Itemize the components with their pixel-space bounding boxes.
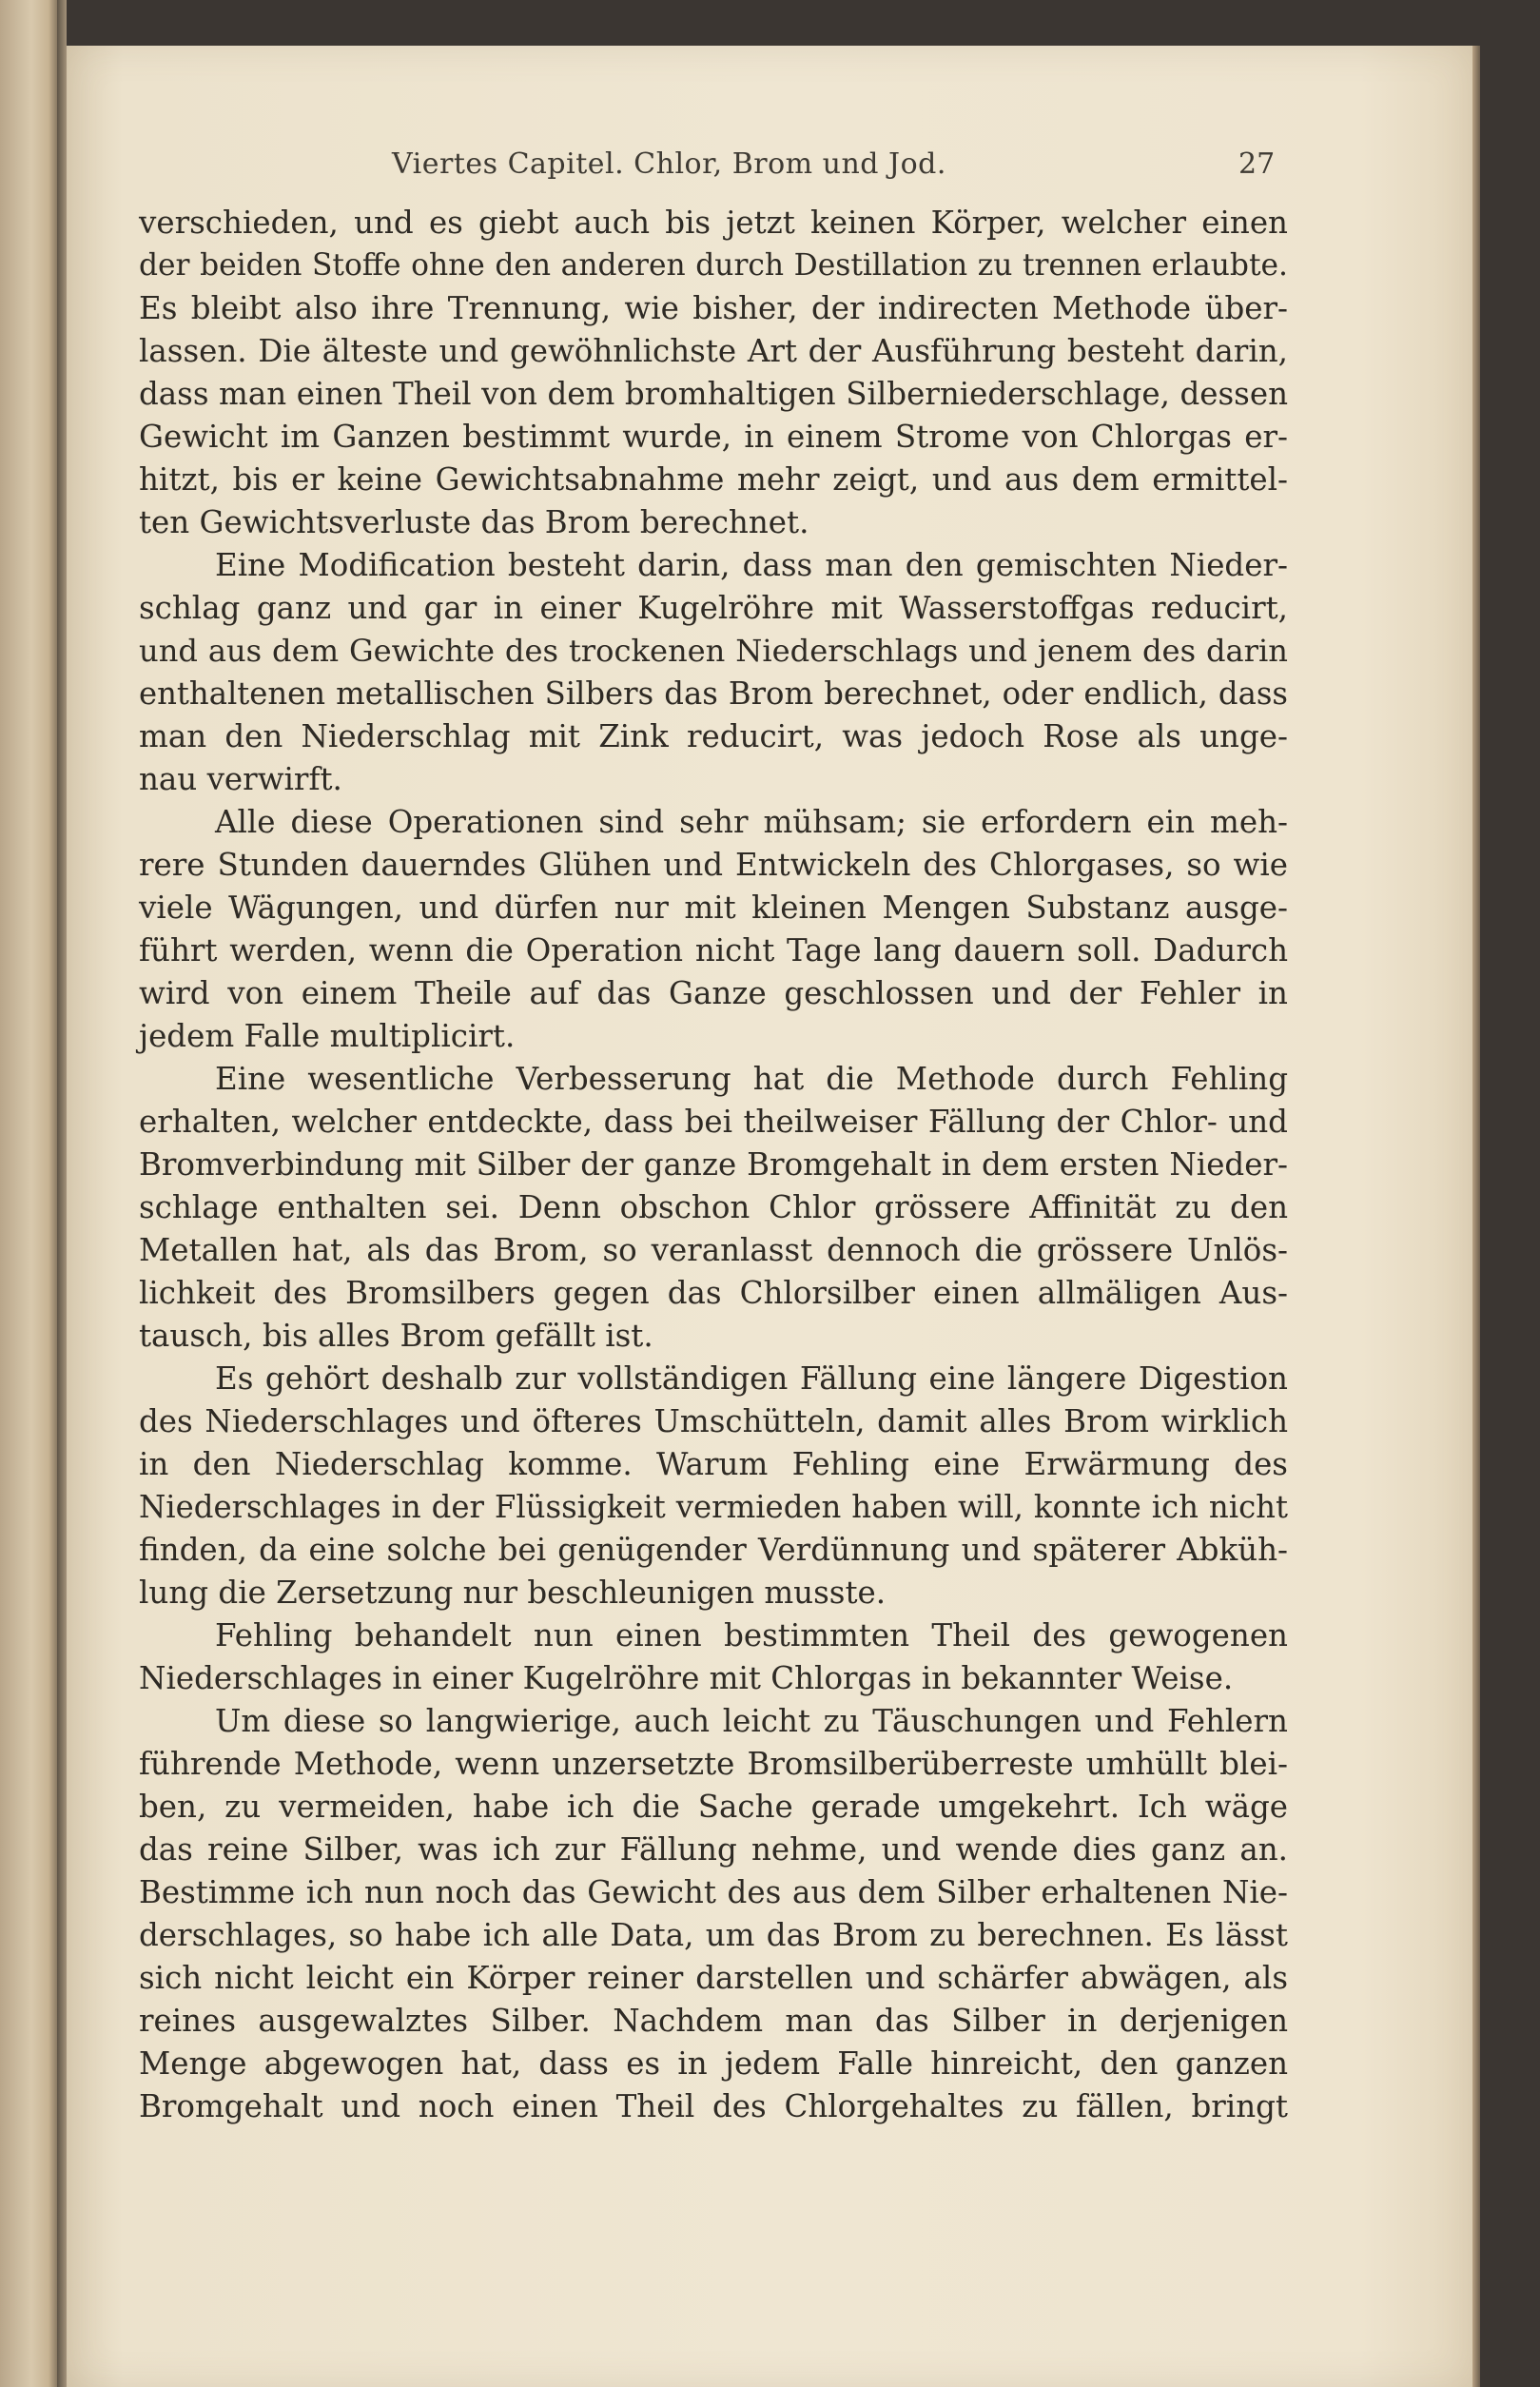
text-line: man den Niederschlag mit Zink reducirt, was jedoch Rose als unge- [139, 718, 1288, 754]
text-line: Bestimme ich nun noch das Gewicht des aus dem Silber erhaltenen Nie- [139, 1874, 1288, 1910]
text-line: reines ausgewalztes Silber. Nachdem man das Silber in derjenigen [139, 2003, 1288, 2039]
text-line: Menge abgewogen hat, dass es in jedem Falle hinreicht, den ganzen [139, 2045, 1288, 2082]
text-line: des Niederschlages und öfteres Umschütteln, damit alles Brom wirklich [139, 1403, 1288, 1439]
text-line: tausch, bis alles Brom gefällt ist. [139, 1318, 653, 1354]
text-line: lung die Zersetzung nur beschleunigen musste. [139, 1575, 887, 1611]
text-line: schlag ganz und gar in einer Kugelröhre mit Wasserstoffgas reducirt, [139, 590, 1288, 626]
text-line: Eine wesentliche Verbesserung hat die Methode durch Fehling [215, 1061, 1288, 1097]
page-number: 27 [1238, 147, 1276, 181]
text-line: viele Wägungen, und dürfen nur mit kleinen Mengen Substanz ausge- [139, 890, 1288, 926]
text-line: Fehling behandelt nun einen bestimmten Theil des gewogenen [215, 1617, 1288, 1653]
text-line: in den Niederschlag komme. Warum Fehling eine Erwärmung des [139, 1446, 1288, 1482]
text-line: führende Methode, wenn unzersetzte Bromsilberüberreste umhüllt blei- [139, 1746, 1288, 1782]
text-line: derschlages, so habe ich alle Data, um das Brom zu berechnen. Es lässt [139, 1917, 1288, 1953]
text-line: rere Stunden dauerndes Glühen und Entwickeln des Chlorgases, so wie [139, 847, 1288, 883]
body-text [139, 202, 1288, 2128]
text-line: Bromverbindung mit Silber der ganze Bromgehalt in dem ersten Nieder- [139, 1146, 1288, 1183]
text-line: Niederschlages in der Flüssigkeit vermieden haben will, konnte ich nicht [139, 1489, 1288, 1525]
text-line: lichkeit des Bromsilbers gegen das Chlorsilber einen allmäligen Aus- [139, 1275, 1288, 1311]
text-line: lassen. Die älteste und gewöhnlichste Art der Ausführung besteht darin, [139, 333, 1288, 369]
text-line: verschieden, und es giebt auch bis jetzt keinen Körper, welcher einen [139, 205, 1288, 241]
text-line: Gewicht im Ganzen bestimmt wurde, in einem Strome von Chlorgas er- [139, 419, 1288, 455]
text-line: Metallen hat, als das Brom, so veranlasst dennoch die grössere Unlös- [139, 1232, 1288, 1268]
text-line: schlage enthalten sei. Denn obschon Chlor grössere Affinität zu den [139, 1189, 1288, 1225]
page-edge-shadow [1472, 46, 1480, 2387]
text-line: Eine Modification besteht darin, dass man den gemischten Nieder- [215, 547, 1288, 583]
text-line: Bromgehalt und noch einen Theil des Chlorgehaltes zu fällen, bringt [139, 2088, 1288, 2124]
book-gutter [57, 0, 67, 2387]
text-line: sich nicht leicht ein Körper reiner darstellen und schärfer abwägen, als [139, 1960, 1288, 1996]
text-line: dass man einen Theil von dem bromhaltigen Silberniederschlage, dessen [139, 376, 1288, 412]
text-line: Es gehört deshalb zur vollständigen Fällung eine längere Digestion [215, 1360, 1288, 1397]
text-line: Niederschlages in einer Kugelröhre mit Chlorgas in bekannter Weise. [139, 1660, 1234, 1696]
text-line: Um diese so langwierige, auch leicht zu Täuschungen und Fehlern [215, 1703, 1288, 1739]
text-line: finden, da eine solche bei genügender Verdünnung und späterer Abküh- [139, 1532, 1288, 1568]
text-line: jedem Falle multiplicirt. [139, 1018, 516, 1054]
text-line: der beiden Stoffe ohne den anderen durch Destillation zu trennen erlaubte. [139, 248, 1288, 283]
text-line: ten Gewichtsverluste das Brom berechnet. [139, 504, 809, 540]
text-line: wird von einem Theile auf das Ganze geschlossen und der Fehler in [139, 975, 1288, 1011]
text-line: und aus dem Gewichte des trockenen Niederschlags und jenem des darin [139, 633, 1288, 669]
text-line: enthaltenen metallischen Silbers das Brom berechnet, oder endlich, dass [139, 675, 1288, 712]
text-line: Es bleibt also ihre Trennung, wie bisher, der indirecten Methode über- [139, 290, 1288, 326]
text-line: ben, zu vermeiden, habe ich die Sache gerade umgekehrt. Ich wäge [139, 1789, 1288, 1825]
running-title: Viertes Capitel. Chlor, Brom und Jod. [392, 147, 946, 181]
text-line: erhalten, welcher entdeckte, dass bei theilweiser Fällung der Chlor- und [139, 1104, 1288, 1140]
text-line: das reine Silber, was ich zur Fällung nehme, und wende dies ganz an. [139, 1831, 1288, 1868]
text-line: Alle diese Operationen sind sehr mühsam; sie erfordern ein meh- [215, 804, 1288, 840]
left-page-edge [0, 0, 57, 2387]
text-line: nau verwirft. [139, 761, 342, 797]
text-line: führt werden, wenn die Operation nicht Tage lang dauern soll. Dadurch [139, 932, 1288, 968]
text-line: hitzt, bis er keine Gewichtsabnahme mehr zeigt, und aus dem ermittel- [139, 461, 1288, 498]
